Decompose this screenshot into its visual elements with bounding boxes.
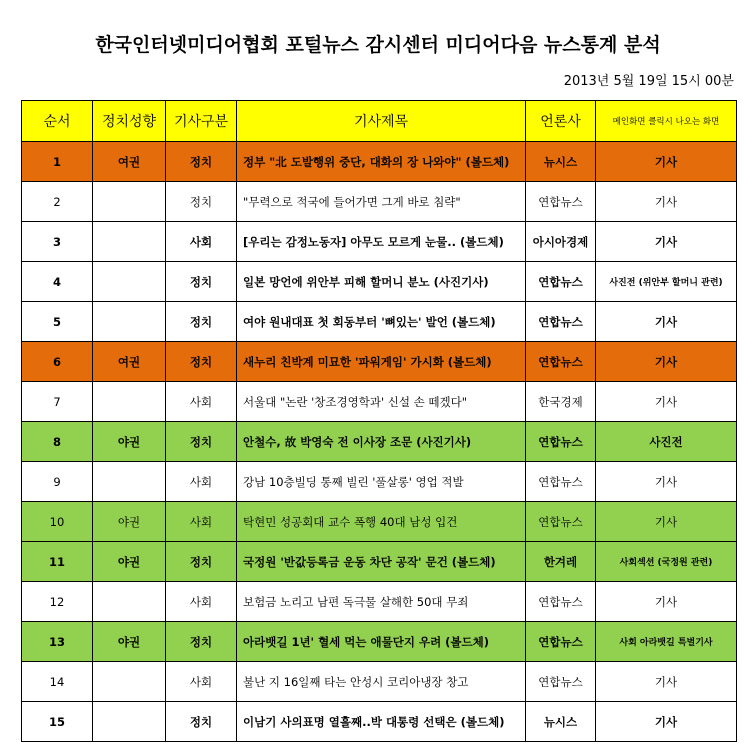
cell-no: 5 bbox=[22, 302, 93, 342]
cell-category: 사회 bbox=[166, 662, 237, 702]
cell-headline: 새누리 친박계 미묘한 '파워게임' 가시화 (볼드체) bbox=[237, 342, 526, 382]
cell-headline: 탁현민 성공회대 교수 폭행 40대 남성 입건 bbox=[237, 502, 526, 542]
report-title: 한국인터넷미디어협회 포털뉴스 감시센터 미디어다음 뉴스통계 분석 bbox=[95, 34, 661, 56]
cell-outlet: 연합뉴스 bbox=[526, 422, 596, 462]
cell-screen: 기사 bbox=[596, 182, 737, 222]
cell-no: 2 bbox=[22, 182, 93, 222]
cell-no: 13 bbox=[22, 622, 93, 662]
table-body bbox=[22, 142, 737, 742]
cell-outlet: 연합뉴스 bbox=[526, 342, 596, 382]
cell-category: 정치 bbox=[166, 262, 237, 302]
report-date: 2013년 5월 19일 15시 00분 bbox=[563, 74, 734, 89]
table-row bbox=[22, 542, 737, 582]
cell-category: 정치 bbox=[166, 302, 237, 342]
cell-category: 사회 bbox=[166, 462, 237, 502]
cell-no: 7 bbox=[22, 382, 93, 422]
header-outlet: 언론사 bbox=[526, 101, 596, 142]
cell-category: 정치 bbox=[166, 702, 237, 742]
cell-category: 사회 bbox=[166, 582, 237, 622]
cell-category: 사회 bbox=[166, 502, 237, 542]
cell-outlet: 연합뉴스 bbox=[526, 262, 596, 302]
table-row bbox=[22, 262, 737, 302]
table-row bbox=[22, 622, 737, 662]
cell-category: 사회 bbox=[166, 222, 237, 262]
cell-no: 11 bbox=[22, 542, 93, 582]
cell-headline: 아라뱃길 1년' 혈세 먹는 애물단지 우려 (볼드체) bbox=[237, 622, 526, 662]
cell-outlet: 한국경제 bbox=[526, 382, 596, 422]
table-row bbox=[22, 302, 737, 342]
cell-no: 4 bbox=[22, 262, 93, 302]
cell-screen: 기사 bbox=[596, 342, 737, 382]
cell-outlet: 뉴시스 bbox=[526, 702, 596, 742]
news-stats-table bbox=[21, 100, 737, 742]
cell-no: 8 bbox=[22, 422, 93, 462]
cell-no: 10 bbox=[22, 502, 93, 542]
cell-outlet: 한겨레 bbox=[526, 542, 596, 582]
cell-politics: 야권 bbox=[93, 622, 166, 662]
cell-screen: 기사 bbox=[596, 502, 737, 542]
cell-outlet: 연합뉴스 bbox=[526, 302, 596, 342]
header-row bbox=[22, 101, 737, 142]
cell-outlet: 연합뉴스 bbox=[526, 662, 596, 702]
cell-screen: 기사 bbox=[596, 302, 737, 342]
table-row bbox=[22, 502, 737, 542]
cell-outlet: 연합뉴스 bbox=[526, 502, 596, 542]
cell-headline: 불난 지 16일째 타는 안성시 코리아냉장 창고 bbox=[237, 662, 526, 702]
cell-outlet: 연합뉴스 bbox=[526, 462, 596, 502]
header-politics: 정치성향 bbox=[93, 101, 166, 142]
cell-politics bbox=[93, 302, 166, 342]
cell-no: 14 bbox=[22, 662, 93, 702]
cell-politics: 여권 bbox=[93, 142, 166, 182]
cell-category: 정치 bbox=[166, 622, 237, 662]
cell-headline: 일본 망언에 위안부 피해 할머니 분노 (사진기사) bbox=[237, 262, 526, 302]
table-row bbox=[22, 662, 737, 702]
cell-no: 12 bbox=[22, 582, 93, 622]
table-row bbox=[22, 182, 737, 222]
table-row bbox=[22, 142, 737, 182]
cell-no: 15 bbox=[22, 702, 93, 742]
cell-screen: 기사 bbox=[596, 222, 737, 262]
cell-politics: 야권 bbox=[93, 422, 166, 462]
table-row bbox=[22, 222, 737, 262]
table-row bbox=[22, 342, 737, 382]
cell-screen: 사회 아라뱃길 특별기사 bbox=[596, 622, 737, 662]
cell-politics bbox=[93, 702, 166, 742]
cell-screen: 사회섹션 (국정원 관련) bbox=[596, 542, 737, 582]
cell-politics bbox=[93, 662, 166, 702]
cell-screen: 사진전 bbox=[596, 422, 737, 462]
cell-no: 3 bbox=[22, 222, 93, 262]
cell-outlet: 아시아경제 bbox=[526, 222, 596, 262]
cell-headline: 강남 10층빌딩 통째 빌린 '풀살롱' 영업 적발 bbox=[237, 462, 526, 502]
cell-headline: [우리는 감정노동자] 아무도 모르게 눈물.. (볼드체) bbox=[237, 222, 526, 262]
cell-outlet: 뉴시스 bbox=[526, 142, 596, 182]
header-category: 기사구분 bbox=[166, 101, 237, 142]
cell-screen: 기사 bbox=[596, 662, 737, 702]
cell-politics bbox=[93, 382, 166, 422]
cell-headline: 정부 "北 도발행위 중단, 대화의 장 나와야" (볼드체) bbox=[237, 142, 526, 182]
table-row bbox=[22, 382, 737, 422]
cell-headline: 여야 원내대표 첫 회동부터 '뼈있는' 발언 (볼드체) bbox=[237, 302, 526, 342]
cell-category: 정치 bbox=[166, 342, 237, 382]
cell-headline: 안철수, 故 박영숙 전 이사장 조문 (사진기사) bbox=[237, 422, 526, 462]
header-screen: 메인화면 클릭시 나오는 화면 bbox=[596, 101, 737, 142]
cell-category: 정치 bbox=[166, 182, 237, 222]
cell-headline: 서울대 "논란 '창조경영학과' 신설 손 떼겠다" bbox=[237, 382, 526, 422]
cell-politics bbox=[93, 222, 166, 262]
cell-politics bbox=[93, 262, 166, 302]
cell-politics bbox=[93, 582, 166, 622]
cell-outlet: 연합뉴스 bbox=[526, 582, 596, 622]
cell-category: 정치 bbox=[166, 142, 237, 182]
table-row bbox=[22, 702, 737, 742]
cell-screen: 기사 bbox=[596, 462, 737, 502]
cell-no: 1 bbox=[22, 142, 93, 182]
cell-headline: "무력으로 적국에 들어가면 그게 바로 침략" bbox=[237, 182, 526, 222]
table-row bbox=[22, 422, 737, 462]
table-row bbox=[22, 582, 737, 622]
cell-outlet: 연합뉴스 bbox=[526, 182, 596, 222]
cell-outlet: 연합뉴스 bbox=[526, 622, 596, 662]
header-headline: 기사제목 bbox=[237, 101, 526, 142]
cell-category: 정치 bbox=[166, 542, 237, 582]
cell-screen: 기사 bbox=[596, 382, 737, 422]
cell-headline: 보험금 노리고 남편 독극물 살해한 50대 무죄 bbox=[237, 582, 526, 622]
cell-headline: 국정원 '반값등록금 운동 차단 공작' 문건 (볼드체) bbox=[237, 542, 526, 582]
cell-no: 9 bbox=[22, 462, 93, 502]
cell-category: 정치 bbox=[166, 422, 237, 462]
cell-screen: 기사 bbox=[596, 702, 737, 742]
cell-screen: 사진전 (위안부 할머니 관련) bbox=[596, 262, 737, 302]
cell-politics: 여권 bbox=[93, 342, 166, 382]
cell-politics bbox=[93, 182, 166, 222]
table-row bbox=[22, 462, 737, 502]
cell-category: 사회 bbox=[166, 382, 237, 422]
cell-politics bbox=[93, 462, 166, 502]
cell-screen: 기사 bbox=[596, 142, 737, 182]
cell-headline: 이남기 사의표명 열흘째..박 대통령 선택은 (볼드체) bbox=[237, 702, 526, 742]
cell-politics: 야권 bbox=[93, 542, 166, 582]
cell-politics: 야권 bbox=[93, 502, 166, 542]
cell-screen: 기사 bbox=[596, 582, 737, 622]
header-no: 순서 bbox=[22, 101, 93, 142]
cell-no: 6 bbox=[22, 342, 93, 382]
